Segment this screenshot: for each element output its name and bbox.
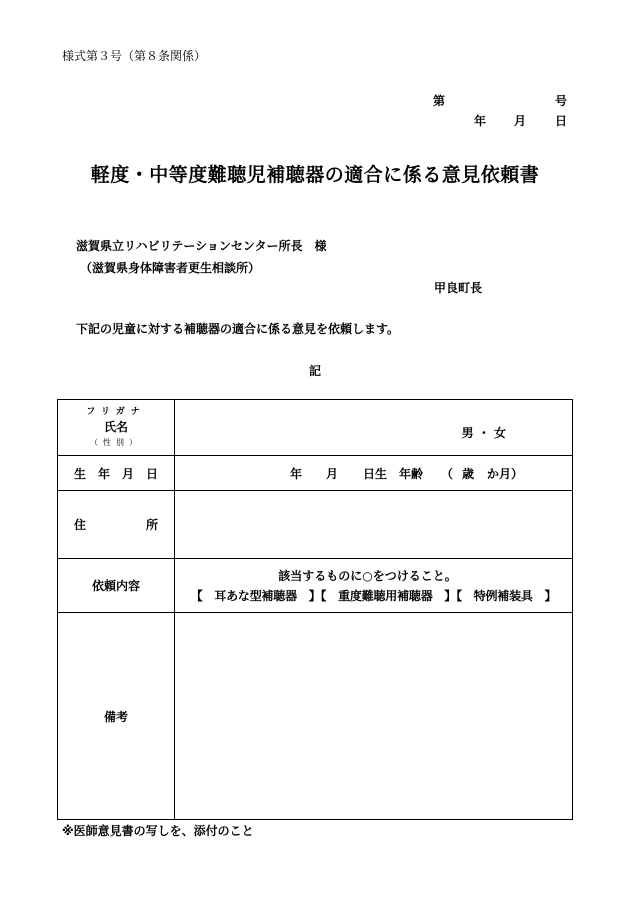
dob-year: 年: [290, 467, 303, 481]
request-label-cell: [58, 559, 175, 613]
remarks-value-cell[interactable]: [175, 613, 573, 820]
date-day: 日: [555, 114, 568, 128]
dob-value-cell[interactable]: [175, 456, 573, 491]
name-label-cell: [58, 400, 175, 456]
request-options[interactable]: 【 耳あな型補聴器 】【 重度難聴用補聴器 】【 特例補装具 】: [190, 588, 557, 603]
address-label-char: 住: [74, 518, 87, 532]
age-open-paren: （: [441, 467, 454, 481]
dob-row: [58, 456, 573, 491]
gender-options[interactable]: 男 ・ 女: [461, 426, 506, 440]
dob-label: [58, 465, 174, 482]
dob-label-char: 年: [97, 466, 110, 481]
address-label-cell: [58, 491, 175, 559]
number-go: 号: [555, 94, 568, 108]
request-value-cell[interactable]: [175, 559, 573, 613]
date-year: 年: [474, 114, 487, 128]
address-label-char: 所: [145, 518, 158, 532]
remarks-row: [58, 613, 573, 820]
dob-month: 月: [326, 467, 339, 481]
request-instruction: 該当するものに○をつけること。: [278, 568, 457, 583]
name-label: 氏名: [103, 419, 128, 434]
age-label: 年齢: [399, 467, 424, 481]
name-row: [58, 400, 573, 456]
name-value-cell[interactable]: [175, 400, 573, 456]
request-form-table: [57, 399, 573, 820]
dob-label-char: 生: [74, 466, 87, 481]
address-row: [58, 491, 573, 559]
request-label: 依頼内容: [91, 579, 140, 593]
remarks-label-cell: [58, 613, 175, 820]
remarks-label: 備考: [103, 709, 128, 724]
form-number: 様式第３号（第８条関係）: [62, 49, 207, 63]
address-label: [58, 516, 174, 533]
dob-label-char: 日: [145, 466, 158, 481]
age-years: 歳: [462, 467, 475, 481]
footnote: ※医師意見書の写しを、添付のこと: [62, 824, 254, 838]
request-body-text: 下記の児童に対する補聴器の適合に係る意見を依頼します。: [76, 322, 400, 336]
gender-label: （性別）: [90, 437, 142, 447]
document-title: 軽度・中等度難聴児補聴器の適合に係る意見依頼書: [90, 164, 540, 186]
age-months: か月）: [487, 467, 524, 481]
addressee-line2: （滋賀県身体障害者更生相談所）: [80, 261, 261, 275]
ki-label: 記: [308, 364, 321, 378]
address-value-cell[interactable]: [175, 491, 573, 559]
number-dai: 第: [433, 94, 446, 108]
request-row: [58, 559, 573, 613]
date-month: 月: [514, 114, 527, 128]
dob-label-char: 月: [121, 466, 134, 481]
addressee-line1: 滋賀県立リハビリテーションセンター所長 様: [76, 239, 327, 253]
sender: 甲良町長: [434, 281, 483, 295]
dob-label-cell: [58, 456, 175, 491]
furigana-label: フリガナ: [86, 406, 146, 417]
dob-day: 日生: [363, 467, 388, 481]
